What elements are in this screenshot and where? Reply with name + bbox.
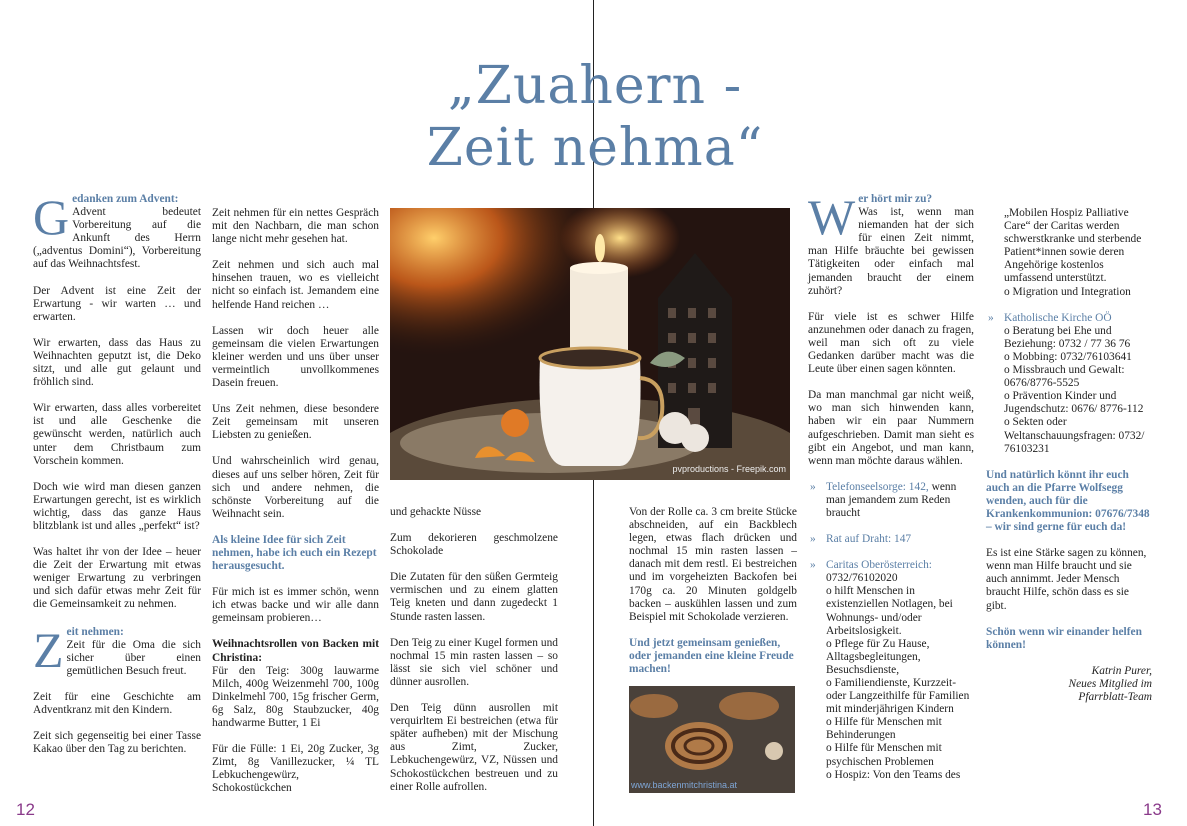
- author-signature: [986, 665, 1152, 704]
- paragraph: Lassen wir doch heuer alle gemeinsam die vielen Erwartungen kleiner werden und uns über unser vermeintlich unvollkommenes Dasein freuen.: [212, 324, 379, 390]
- zeit-paragraph: [33, 621, 201, 678]
- paragraph: Zeit nehmen und sich auch mal hinsehen trauen, wo es vielleicht nicht so einfach ist. Jemandem eine helfende Hand reichen …: [212, 259, 379, 311]
- kirche-service: o Missbrauch und Gewalt: 0676/8776-5525: [1004, 364, 1125, 390]
- filling-ingredients: Für die Fülle: 1 Ei, 20g Zucker, 3g Zimt, 8g Vanillezucker, ¼ TL Lebkuchengewürz, Schokostückchen: [212, 743, 379, 795]
- section-heading-zeit: eit nehmen:: [66, 625, 124, 638]
- caritas-service: o Migration und Integration: [1004, 285, 1131, 298]
- article-title: [390, 55, 800, 179]
- hotline-label: Rat auf Draht: 147: [826, 533, 912, 546]
- paragraph: Der Advent ist eine Zeit der Erwartung - wir warten … und erwarten.: [33, 284, 201, 323]
- author-role: Neues Mitglied im: [1068, 677, 1152, 690]
- caritas-service: o Hospiz: Von den Teams des: [826, 768, 961, 781]
- paragraph: Von der Rolle ca. 3 cm breite Stücke abschneiden, auf ein Backblech legen, etwas flach drücken und nochmal 15 min rasten lassen – danach mit dem restl. Ei bestreichen und im vorgeheizten Backofen bei 170g ca. 20 Minuten goldgelb backen – auskühlen lassen und zum Beispiel mit Schokolade verzieren.: [629, 506, 797, 623]
- column-4: [629, 506, 797, 689]
- hotline-label: Katholische Kirche OÖ: [1004, 311, 1112, 324]
- paragraph: Und wahrscheinlich wird genau, dieses auf uns selber hören, Zeit für sich und andere nehmen, die schönste Vorbereitung auf die Weihnacht sein.: [212, 455, 379, 520]
- paragraph: Für mich ist es immer schön, wenn ich etwas backe und wir alle dann gemeinsam probieren…: [212, 586, 379, 625]
- hotline-item-rat-auf-draht: [808, 533, 974, 546]
- kirche-service: o Prävention Kinder und Jugendschutz: 0676/ 8776-112: [1004, 390, 1144, 416]
- enjoy-heading: Und jetzt gemeinsam genießen, oder jemanden eine kleine Freude machen!: [629, 636, 794, 676]
- column-1: [33, 189, 201, 769]
- paragraph: Zeit für eine Geschichte am Adventkranz mit den Kindern.: [33, 690, 201, 716]
- paragraph: Die Zutaten für den süßen Germteig vermischen und zu einem glatten Teig kneten und dann zugedeckt 1 Stunde rasten lassen.: [390, 571, 558, 623]
- kirche-service: o Mobbing: 0732/76103641: [1004, 350, 1132, 363]
- kirche-service: o Beratung bei Ehe und Beziehung: 0732 / 77 36 76: [1004, 324, 1131, 350]
- kirche-service: o Sekten oder Weltanschauungsfragen: 0732/ 76103231: [1004, 416, 1145, 455]
- hotline-label: Caritas Oberösterreich:: [826, 559, 932, 572]
- cinnamon-rolls-photo: [629, 686, 795, 793]
- rolls-photo-credit: www.backenmitchristina.at: [631, 780, 738, 790]
- recipe-intro-heading: Als kleine Idee für sich Zeit nehmen, habe ich euch ein Rezept herausgesucht.: [212, 533, 377, 573]
- drop-cap-z: Z: [33, 621, 64, 678]
- bullet-marker: »: [988, 311, 994, 324]
- caritas-service: o Hilfe für Menschen mit Behinderungen: [826, 716, 942, 742]
- paragraph: Es ist eine Stärke sagen zu können, wenn man Hilfe braucht und sie auch annimmt. Jeder Mensch braucht Hilfe, schön dass es sie gibt.: [986, 547, 1147, 612]
- hotline-number: 0732/76102020: [826, 572, 898, 585]
- page-number-left: 12: [16, 800, 35, 819]
- drop-cap-w: W: [808, 189, 856, 245]
- bullet-marker: »: [810, 559, 816, 572]
- paragraph: Doch wie wird man diesen ganzen Erwartungen gerecht, ist es wirklich wichtig, dass das ganze Haus blitzblank ist und alles „perfekt“ ist?: [33, 480, 201, 532]
- column-2: [212, 207, 379, 808]
- caritas-service: o hilft Menschen in existenziellen Notlagen, bei Wohnungs- und/oder Arbeitslosigkeit.: [826, 585, 953, 637]
- help-intro-paragraph: [808, 189, 974, 298]
- caritas-service: o Familiendienste, Kurzzeit-oder Langzeithilfe für Familien mit minderjährigen Kindern: [826, 677, 970, 716]
- section-heading-wer: er hört mir zu?: [858, 193, 933, 205]
- photo-illustration: [390, 208, 790, 480]
- paragraph: „Mobilen Hospiz Palliative Care“ der Caritas werden schwerstkranke und sterbende Patient*innen sowie deren Angehörige kostenlos umfassend unterstützt.: [1004, 207, 1142, 285]
- bullet-marker: »: [810, 480, 816, 493]
- caritas-service: o Hilfe für Menschen mit psychischen Problemen: [826, 742, 942, 768]
- hospiz-continued: [986, 207, 1152, 299]
- paragraph: Da man manchmal gar nicht weiß, wo man sich hinwenden kann, haben wir ein paar Nummern aufgeschrieben. Damit man sieht es gibt ein Angebot, und man kann, wenn man möchte daraus wählen.: [808, 389, 974, 467]
- paragraph: Den Teig dünn ausrollen mit verquirltem Ei bestreichen (etwa für später aufheben) mit der Mischung aus Zimt, Zucker, Lebkuchengewürz, VZ, Nüssen und Schokostückchen bestreuen und zu einer Rolle aufrollen.: [390, 702, 558, 793]
- section-heading-gedanken: edanken zum Advent:: [72, 193, 179, 205]
- paragraph: Wir erwarten, dass alles vorbereitet ist und alle Geschenke die gewünscht werden, natürlich auch unter dem Christbaum zum Vorschein kommen.: [33, 402, 201, 467]
- photo-credit: pvproductions - Freepik.com: [672, 464, 786, 474]
- bullet-marker: »: [810, 533, 816, 546]
- rolls-illustration: [629, 686, 795, 793]
- paragraph: Uns Zeit nehmen, diese besondere Zeit gemeinsam mit unseren Liebsten zu genießen.: [212, 403, 379, 442]
- advent-candle-photo: [390, 208, 790, 480]
- paragraph: Zum dekorieren geschmolzene Schokolade: [390, 532, 558, 558]
- hotline-item-caritas: [808, 559, 974, 782]
- caritas-service: o Pflege für Zu Hause, Alltagsbegleitungen, Besuchsdienste,: [826, 637, 930, 676]
- column-6: [986, 207, 1152, 704]
- dough-ingredients: Für den Teig: 300g lauwarme Milch, 400g Weizenmehl 700, 100g Dinkelmehl 700, 15g frischer Germ, 6g Salz, 80g Staubzucker, 40g handwarme Butter, 1 Ei: [212, 664, 379, 729]
- hotline-item-kirche: [986, 312, 1152, 456]
- column-3: [390, 506, 558, 807]
- paragraph: Für viele ist es schwer Hilfe anzunehmen oder danach zu fragen, weil man sich oft zu viele Gedanken darüber macht was die Leute über einen sagen könnten.: [808, 310, 974, 376]
- paragraph: Zeit sich gegenseitig bei einer Tasse Kakao über den Tag zu berichten.: [33, 730, 201, 756]
- paragraph: Zeit nehmen für ein nettes Gespräch mit den Nachbarn, die man schon lange nicht mehr gesehen hat.: [212, 207, 379, 246]
- hotline-item-telefonseelsorge: [808, 481, 974, 520]
- parish-heading: Und natürlich könnt ihr euch auch an die Pfarre Wolfsegg wenden, auch für die Krankenkommunion: 07676/7348 – wir sind gerne für euch da!: [986, 468, 1150, 534]
- column-5: [808, 189, 974, 782]
- closing-heading: Schön wenn wir einander helfen können!: [986, 625, 1142, 651]
- paragraph: Was haltet ihr von der Idee – heuer die Zeit der Erwartung mit etwas weniger Erwartung zu verbringen und sich dafür etwas mehr Zeit für die Gemeinsamkeit zu nehmen.: [33, 546, 201, 611]
- page-number-right: 13: [1143, 800, 1162, 819]
- hotline-label: Telefonseelsorge: 142,: [826, 480, 929, 493]
- author-name: Katrin Purer,: [1091, 664, 1152, 677]
- paragraph: Zeit für die Oma die sich sicher über einen gemütlichen Besuch freut.: [66, 638, 201, 677]
- recipe-title: Weihnachtsrollen von Backen mit Christina:: [212, 638, 379, 664]
- author-team: Pfarrblatt-Team: [1078, 691, 1152, 703]
- paragraph: Den Teig zu einer Kugel formen und nochmal 15 min rasten lassen – so lässt sie sich viel schöner und dünner ausrollen.: [390, 636, 558, 688]
- intro-paragraph: [33, 189, 201, 272]
- title-line-1: „Zuahern -: [447, 56, 743, 116]
- paragraph: und gehackte Nüsse: [390, 506, 482, 518]
- paragraph: Wir erwarten, dass das Haus zu Weihnachten geputzt ist, die Deko sitzt, und alle gut gelaunt und fröhlich sind.: [33, 336, 201, 389]
- hotline-text: wenn man jemandem zum Reden braucht: [826, 480, 957, 519]
- title-line-2: Zeit nehma“: [426, 118, 764, 178]
- paragraph: Was ist, wenn man niemanden hat der sich für einen Zeit nimmt, man Hilfe bräuchte bei gewissen Tätigkeiten oder einfach mal jemanden braucht der einem zuhört?: [808, 206, 974, 297]
- drop-cap-g: G: [33, 189, 70, 245]
- paragraph: Advent bedeutet Vorbereitung auf die Ankunft des Herrn („adventus Domini“), Vorbereitung auf das Weihnachtsfest.: [33, 206, 201, 271]
